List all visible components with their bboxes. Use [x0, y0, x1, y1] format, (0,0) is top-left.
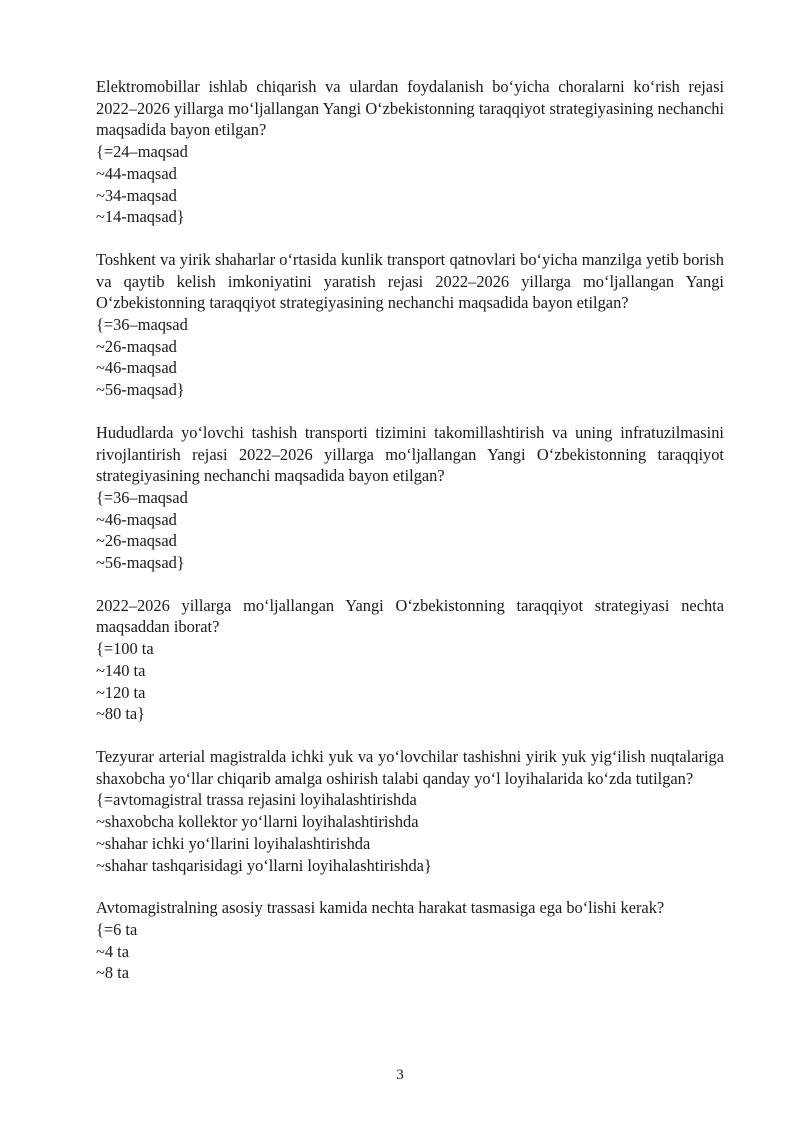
question-block — [96, 897, 724, 984]
page-number: 3 — [396, 1067, 404, 1083]
question-text: Tezyurar arterial magistralda ichki yuk va yo‘lovchilar tashishni yirik yuk yig‘ilish nuqtalariga shaxobcha yo‘llar chiqarib amalga oshirish talabi qanday yo‘l loyihalarida ko‘zda tutilgan? — [96, 746, 724, 788]
answer-option: ~120 ta — [96, 682, 146, 702]
answer-option: ~shahar ichki yo‘llarini loyihalashtirishda — [96, 833, 371, 853]
answer-option: ~8 ta — [96, 963, 129, 983]
question-text: 2022–2026 yillarga mo‘ljallangan Yangi O‘zbekistonning taraqqiyot strategiyasi nechta maqsaddan iborat? — [96, 595, 724, 637]
answer-option: ~4 ta — [96, 941, 129, 961]
answer-option: {=100 ta — [96, 639, 154, 659]
answer-option: ~44-maqsad — [96, 163, 177, 183]
answer-option: ~46-maqsad — [96, 509, 177, 529]
answer-option: ~26-maqsad — [96, 531, 177, 551]
answer-option: ~56-maqsad} — [96, 553, 185, 573]
answer-option: {=24–maqsad — [96, 142, 188, 162]
answer-option: ~140 ta — [96, 660, 146, 680]
question-block — [96, 746, 724, 876]
question-block — [96, 595, 724, 725]
answer-option: ~14-maqsad} — [96, 207, 185, 227]
answer-option: ~80 ta} — [96, 704, 146, 724]
question-block — [96, 76, 724, 228]
answer-option: ~56-maqsad} — [96, 380, 185, 400]
answer-option: {=6 ta — [96, 919, 138, 939]
answer-option: {=36–maqsad — [96, 315, 188, 335]
answer-option: ~shahar tashqarisidagi yo‘llarni loyihalashtirishda} — [96, 855, 432, 875]
question-list — [96, 76, 724, 1005]
question-block — [96, 422, 724, 574]
question-text: Hududlarda yo‘lovchi tashish transporti tizimini takomillashtirish va uning infratuzilmasini rivojlantirish rejasi 2022–2026 yillarga mo‘ljallangan Yangi O‘zbekistonning taraqqiyot strategiyasining nechanchi maqsadida bayon etilgan? — [96, 422, 724, 486]
question-block — [96, 249, 724, 401]
answer-option: {=avtomagistral trassa rejasini loyihalashtirishda — [96, 790, 417, 810]
answer-option: ~46-maqsad — [96, 358, 177, 378]
answer-option: ~26-maqsad — [96, 336, 177, 356]
question-text: Avtomagistralning asosiy trassasi kamida nechta harakat tasmasiga ega bo‘lishi kerak? — [96, 898, 665, 918]
answer-option: ~shaxobcha kollektor yo‘llarni loyihalashtirishda — [96, 812, 419, 832]
answer-option: ~34-maqsad — [96, 185, 177, 205]
answer-option: {=36–maqsad — [96, 487, 188, 507]
question-text: Elektromobillar ishlab chiqarish va ulardan foydalanish bo‘yicha choralarni ko‘rish rejasi 2022–2026 yillarga mo‘ljallangan Yangi O‘zbekistonning taraqqiyot strategiyasining nechanchi maqsadida bayon etilgan? — [96, 77, 724, 140]
question-text: Toshkent va yirik shaharlar o‘rtasida kunlik transport qatnovlari bo‘yicha manzilga yetib borish va qaytib kelish imkoniyatini yaratish rejasi 2022–2026 yillarga mo‘ljallangan Yangi O‘zbekistonning taraqqiyot strategiyasining nechanchi maqsadida bayon etilgan? — [96, 249, 724, 313]
